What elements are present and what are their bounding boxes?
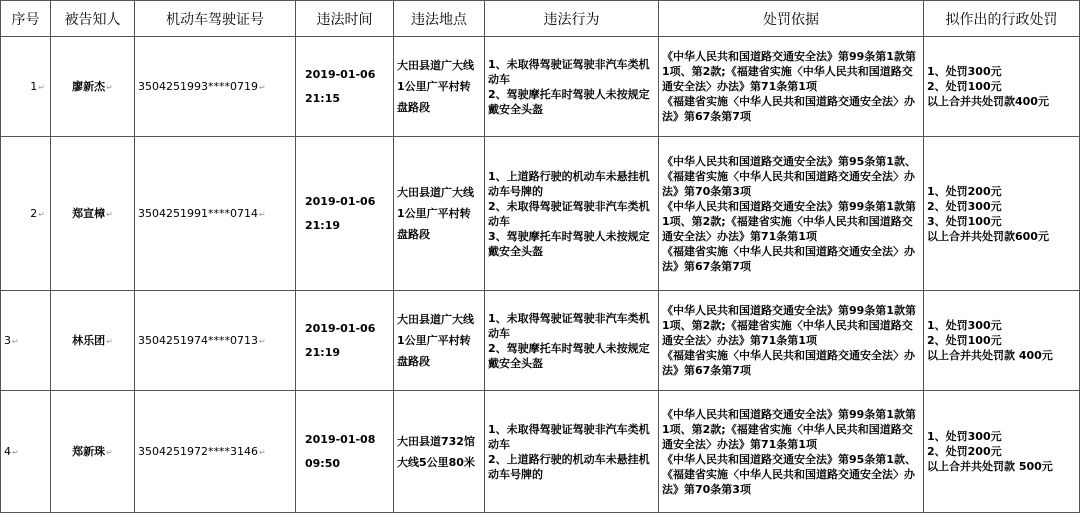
behavior-item: 2、未取得驾驶证驾驶非汽车类机动车 xyxy=(488,199,650,228)
header-time: 违法时间 xyxy=(296,1,394,37)
cell-basis xyxy=(659,291,924,391)
cell-basis xyxy=(659,137,924,291)
cell-place xyxy=(394,137,485,291)
cell-place xyxy=(394,291,485,391)
paragraph-mark-icon: ↵ xyxy=(12,336,19,346)
basis-item: 《中华人民共和国道路交通安全法》第99条第1款第1项、第2款;《福建省实施〈中华人民共和国道路交通安全法〉办法》第71条第1项 xyxy=(662,304,916,347)
name-text: 廖新杰 xyxy=(72,79,106,93)
cell-seq xyxy=(1,291,51,391)
time-clock: 09:50 xyxy=(305,456,341,470)
cell-seq xyxy=(1,137,51,291)
penalty-item: 1、处罚300元 xyxy=(927,65,1002,78)
time-date: 2019-01-06 xyxy=(305,194,376,208)
cell-license xyxy=(135,137,296,291)
cell-license xyxy=(135,391,296,513)
time-date: 2019-01-06 xyxy=(305,321,376,335)
penalty-item: 2、处罚300元 xyxy=(927,199,1002,213)
penalty-item: 2、处罚100元 xyxy=(927,80,1002,93)
cell-seq xyxy=(1,391,51,513)
cell-name xyxy=(51,137,135,291)
behavior-item: 1、未取得驾驶证驾驶非汽车类机动车 xyxy=(488,311,650,340)
behavior-item: 1、未取得驾驶证驾驶非汽车类机动车 xyxy=(488,57,650,86)
behavior-item: 2、上道路行驶的机动车未悬挂机动车号牌的 xyxy=(488,452,650,481)
basis-item: 《福建省实施〈中华人民共和国道路交通安全法〉办法》第67条第7项 xyxy=(662,95,915,123)
behavior-item: 3、驾驶摩托车时驾驶人未按规定戴安全头盔 xyxy=(488,229,650,258)
place-text: 大田县道广大线1公里广平村转盘路段 xyxy=(397,59,474,114)
cell-penalty xyxy=(924,37,1080,137)
header-penalty: 拟作出的行政处罚 xyxy=(924,1,1080,37)
cell-seq xyxy=(1,37,51,137)
table-row xyxy=(1,137,1080,291)
cell-behavior xyxy=(485,291,659,391)
header-license: 机动车驾驶证号 xyxy=(135,1,296,37)
cell-name xyxy=(51,37,135,137)
paragraph-mark-icon: ↵ xyxy=(106,82,113,92)
behavior-item: 2、驾驶摩托车时驾驶人未按规定戴安全头盔 xyxy=(488,341,650,370)
paragraph-mark-icon: ↵ xyxy=(106,209,113,219)
time-clock: 21:19 xyxy=(305,218,341,232)
cell-name xyxy=(51,291,135,391)
behavior-item: 1、上道路行驶的机动车未悬挂机动车号牌的 xyxy=(488,169,650,198)
time-clock: 21:15 xyxy=(305,91,341,105)
cell-name xyxy=(51,391,135,513)
penalty-total: 以上合并共处罚款400元 xyxy=(927,95,1049,108)
header-basis: 处罚依据 xyxy=(659,1,924,37)
seq-text: 3 xyxy=(4,333,11,347)
paragraph-mark-icon: ↵ xyxy=(258,209,266,219)
license-text: 3504251993****0719 xyxy=(138,79,258,93)
time-date: 2019-01-08 xyxy=(305,432,376,446)
basis-item: 《福建省实施〈中华人民共和国道路交通安全法〉办法》第67条第7项 xyxy=(662,244,915,273)
cell-place xyxy=(394,391,485,513)
cell-basis xyxy=(659,37,924,137)
place-text: 大田县道广大线1公里广平村转盘路段 xyxy=(397,186,474,241)
behavior-item: 2、驾驶摩托车时驾驶人未按规定戴安全头盔 xyxy=(488,87,650,116)
penalty-total: 以上合并共处罚款 400元 xyxy=(927,349,1053,362)
cell-license xyxy=(135,291,296,391)
behavior-item: 1、未取得驾驶证驾驶非汽车类机动车 xyxy=(488,422,650,451)
license-text: 3504251991****0714 xyxy=(138,206,258,220)
penalty-total: 以上合并共处罚款 500元 xyxy=(927,460,1053,473)
license-text: 3504251974****0713 xyxy=(138,333,258,347)
paragraph-mark-icon: ↵ xyxy=(106,447,113,457)
time-date: 2019-01-06 xyxy=(305,67,376,81)
penalty-item: 2、处罚100元 xyxy=(927,334,1002,347)
basis-item: 《中华人民共和国道路交通安全法》第95条第1款、《福建省实施〈中华人民共和国道路交通安全法〉办法》第70条第3项 xyxy=(662,154,916,198)
table-row xyxy=(1,391,1080,513)
header-place: 违法地点 xyxy=(394,1,485,37)
cell-time xyxy=(296,137,394,291)
cell-behavior xyxy=(485,137,659,291)
cell-penalty xyxy=(924,137,1080,291)
cell-time xyxy=(296,37,394,137)
paragraph-mark-icon: ↵ xyxy=(38,82,45,92)
name-text: 林乐团 xyxy=(72,333,106,347)
place-text: 大田县道732馆大线5公里80米 xyxy=(397,434,475,469)
paragraph-mark-icon: ↵ xyxy=(38,209,45,219)
cell-place xyxy=(394,37,485,137)
cell-basis xyxy=(659,391,924,513)
cell-behavior xyxy=(485,37,659,137)
paragraph-mark-icon: ↵ xyxy=(258,447,266,457)
cell-time xyxy=(296,391,394,513)
penalty-item: 3、处罚100元 xyxy=(927,214,1002,228)
penalty-item: 1、处罚300元 xyxy=(927,319,1002,332)
basis-item: 《中华人民共和国道路交通安全法》第99条第1款第1项、第2款;《福建省实施〈中华人民共和国道路交通安全法〉办法》第71条第1项 xyxy=(662,407,916,451)
seq-text: 1 xyxy=(30,79,38,93)
cell-penalty xyxy=(924,391,1080,513)
basis-item: 《福建省实施〈中华人民共和国道路交通安全法〉办法》第67条第7项 xyxy=(662,349,915,377)
header-name: 被告知人 xyxy=(51,1,135,37)
basis-item: 《中华人民共和国道路交通安全法》第99条第1款第1项、第2款;《福建省实施〈中华人民共和国道路交通安全法〉办法》第71条第1项 xyxy=(662,50,916,93)
seq-text: 4 xyxy=(4,444,11,458)
paragraph-mark-icon: ↵ xyxy=(106,336,113,346)
table-row xyxy=(1,37,1080,137)
basis-item: 《中华人民共和国道路交通安全法》第99条第1款第1项、第2款;《福建省实施〈中华人民共和国道路交通安全法〉办法》第71条第1项 xyxy=(662,199,916,243)
cell-license xyxy=(135,37,296,137)
penalty-item: 2、处罚200元 xyxy=(927,445,1002,458)
place-text: 大田县道广大线1公里广平村转盘路段 xyxy=(397,313,474,368)
table-row xyxy=(1,291,1080,391)
header-row xyxy=(1,1,1080,37)
license-text: 3504251972****3146 xyxy=(138,444,258,458)
time-clock: 21:19 xyxy=(305,345,341,359)
cell-behavior xyxy=(485,391,659,513)
penalty-item: 1、处罚200元 xyxy=(927,184,1002,198)
seq-text: 2 xyxy=(30,206,38,220)
basis-item: 《中华人民共和国道路交通安全法》第95条第1款、《福建省实施〈中华人民共和国道路交通安全法〉办法》第70条第3项 xyxy=(662,452,916,496)
cell-penalty xyxy=(924,291,1080,391)
penalty-total: 以上合并共处罚款600元 xyxy=(927,229,1049,243)
name-text: 郑宣樟 xyxy=(72,206,106,220)
header-behavior: 违法行为 xyxy=(485,1,659,37)
paragraph-mark-icon: ↵ xyxy=(258,82,266,92)
penalty-item: 1、处罚300元 xyxy=(927,430,1002,443)
paragraph-mark-icon: ↵ xyxy=(258,336,266,346)
paragraph-mark-icon: ↵ xyxy=(12,447,19,457)
cell-time xyxy=(296,291,394,391)
name-text: 郑新珠 xyxy=(72,444,106,458)
header-seq: 序号 xyxy=(1,1,51,37)
